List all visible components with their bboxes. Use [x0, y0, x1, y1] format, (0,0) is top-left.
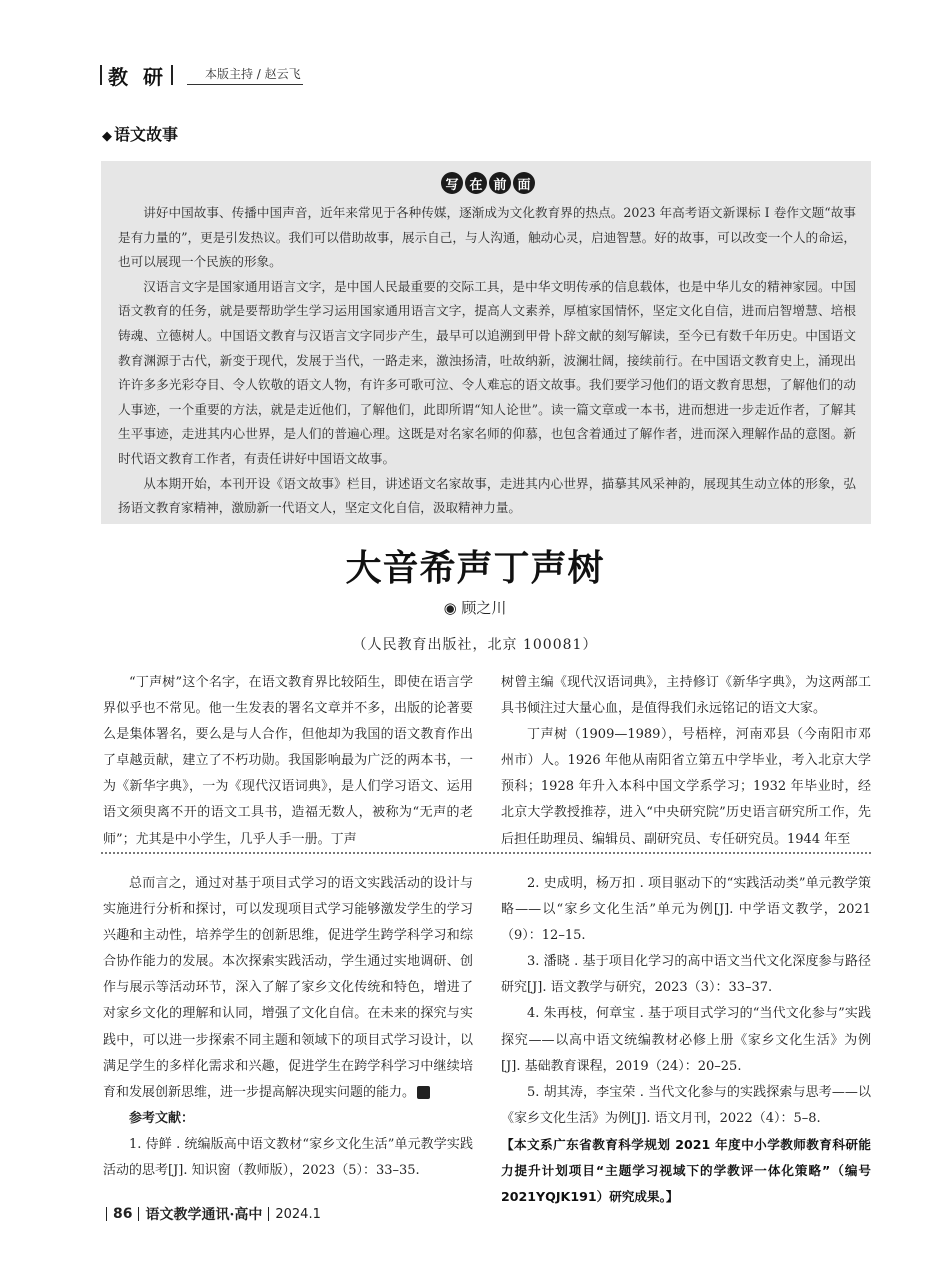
badge-char: 在: [465, 172, 487, 194]
article-paragraph: “丁声树”这个名字，在语文教育界比较陌生，即使在语言学界似乎也不常见。他一生发表的署名文章并不多，出版的论著要么是集体署名，要么是与人合作，但他却为我国的语文教育作出了卓越贡献，建立了不朽功勋。我国影响最为广泛的两本书，一为《新华字典》，一为《现代汉语词典》，是人们学习语文、运用语文须臾离不开的语文工具书，造福无数人，被称为“无声的老师”；尤其是中小学生，几乎人手一册。丁声: [103, 675, 473, 847]
reference-item: 4. 朱再枝，何章宝 . 基于项目式学习的“当代文化参与”实践探究——以高中语文统编教材必修上册《家乡文化生活》为例[J]. 基础教育课程，2019（24）：20–25.: [501, 1006, 871, 1074]
reference-item: 2. 史成明，杨万扣 . 项目驱动下的“实践活动类”单元教学策略——以“家乡文化生活”单元为例[J]. 中学语文教学，2021（9）：12–15.: [501, 876, 871, 944]
footer-bar: [106, 1207, 107, 1221]
header-bar-left: [100, 65, 102, 85]
references-heading: 参考文献：: [129, 1110, 195, 1126]
end-mark-icon: ❷: [417, 1086, 430, 1099]
article-column-left: [103, 670, 473, 853]
prev-article-column-right: [501, 871, 871, 1210]
reference-item: 1. 侍鲜 . 统编版高中语文教材“家乡文化生活”单元教学实践活动的思考[J]. 知识窗（教师版），2023（5）：33–35.: [103, 1136, 473, 1179]
foreword-paragraph: 讲好中国故事、传播中国声音，近年来常见于各种传媒，逐渐成为文化教育界的热点。2023 年高考语文新课标 Ⅰ 卷作文题“故事是有力量的”，更是引发热议。我们可以借助故事，展示自己，与人沟通，触动心灵，启迪智慧。好的故事，可以改变一个人的命运，也可以展现一个民族的形象。: [118, 205, 856, 270]
column-name: 语文故事: [114, 125, 179, 144]
conclusion-paragraph: 总而言之，通过对基于项目式学习的语文实践活动的设计与实施进行分析和探讨，可以发现项目式学习能够激发学生的学习兴趣和主动性，培养学生的创新思维，促进学生跨学科学习和综合协作能力的发展。本次探索实践活动，学生通过实地调研、创作与展示等活动环节，深入了解了家乡文化传统和特色，增进了对家乡文化的理解和认同，增强了文化自信。在未来的探究与实践中，可以进一步探索不同主题和领域下的项目式学习设计，以满足学生的多样化需求和兴趣，促进学生在跨学科学习中继续培育和发展创新思维，进一步提高解决现实问题的能力。 ❷: [103, 876, 473, 1100]
article-affiliation: （人民教育出版社，北京 100081）: [352, 637, 598, 653]
reference-item: 5. 胡其涛，李宝荣 . 当代文化参与的实践探索与思考——以《家乡文化生活》为例[J]. 语文月刊，2022（4）：5–8.: [501, 1084, 871, 1126]
reference-item: 3. 潘晓 . 基于项目化学习的高中语文当代文化深度参与路径研究[J]. 语文教学与研究，2023（3）：33–37.: [501, 954, 871, 996]
foreword-text: [118, 201, 856, 521]
article-column-right: [501, 670, 871, 853]
dotted-divider: [101, 852, 871, 854]
badge-char: 写: [441, 172, 463, 194]
foreword-badge: [441, 172, 535, 194]
diamond-icon: ◆: [102, 129, 112, 144]
foreword-paragraph: 汉语言文字是国家通用语言文字，是中国人民最重要的交际工具，是中华文明传承的信息载体，也是中华儿女的精神家园。中国语文教育的任务，就是要帮助学生学习运用国家通用语言文字，提高人文素养，厚植家国情怀，坚定文化自信，进而启智增慧、培根铸魂、立德树人。中国语文教育与汉语言文字同步产生，最早可以追溯到甲骨卜辞文献的刻写解读，至今已有数千年历史。中国语文教育渊源于古代，新变于现代，发展于当代，一路走来，激浊扬清，吐故纳新，波澜壮阔，接续前行。在中国语文教育史上，涌现出许许多多光彩夺目、令人钦敬的语文人物，有许多可歌可泣、令人难忘的语文故事。我们要学习他们的语文教育思想，了解他们的动人事迹，一个重要的方法，就是走近他们，了解他们，此即所谓“知人论世”。读一篇文章或一本书，进而想进一步走近作者，了解其生平事迹，走进其内心世界，是人们的普遍心理。这既是对名家名师的仰慕，也包含着通过了解作者，进而深入理解作品的意图。新时代语文教育工作者，有责任讲好中国语文故事。: [118, 278, 856, 466]
footer-bar: [138, 1207, 139, 1221]
page-header: [100, 62, 303, 88]
section-name: 教 研: [108, 64, 167, 89]
article-title: 大音希声丁声树: [345, 548, 605, 589]
footer-bar: [268, 1207, 269, 1221]
journal-name: 语文教学通讯·高中: [145, 1207, 263, 1223]
issue-number: 2024.1: [275, 1206, 321, 1222]
badge-char: 前: [489, 172, 511, 194]
section-host: 本版主持 / 赵云飞: [187, 65, 303, 85]
foreword-paragraph: 从本期开始，本刊开设《语文故事》栏目，讲述语文名家故事，走进其内心世界，描摹其风采神韵，展现其生动立体的形象，弘扬语文教育家精神，激励新一代语文人，坚定文化自信，汲取精神力量。: [118, 475, 856, 516]
page-footer: [100, 1204, 321, 1224]
funding-note: 【本文系广东省教育科学规划 2021 年度中小学教师教育科研能力提升计划项目“主题学习视域下的学教评一体化策略”（编号 2021YQJK191）研究成果。】: [501, 1136, 871, 1205]
column-tag: [102, 122, 178, 145]
article-paragraph: 丁声树（1909—1989），号梧梓，河南邓县（今南阳市邓州市）人。1926 年他从南阳省立第五中学毕业，考入北京大学预科；1928 年升入本科中国文学系学习；1932 年毕业时，经北京大学教授推荐，进入“中央研究院”历史语言研究所工作，先后担任助理员、编辑员、副研究员、专任研究员。1944 年至: [501, 727, 871, 847]
article-author: ◉ 顾之川: [443, 599, 507, 617]
header-bar-right: [171, 65, 173, 85]
page-number: 86: [113, 1206, 133, 1222]
prev-article-column-left: [103, 871, 473, 1184]
article-paragraph: 树曾主编《现代汉语词典》，主持修订《新华字典》，为这两部工具书倾注过大量心血，是值得我们永远铭记的语文大家。: [501, 675, 871, 717]
badge-char: 面: [513, 172, 535, 194]
